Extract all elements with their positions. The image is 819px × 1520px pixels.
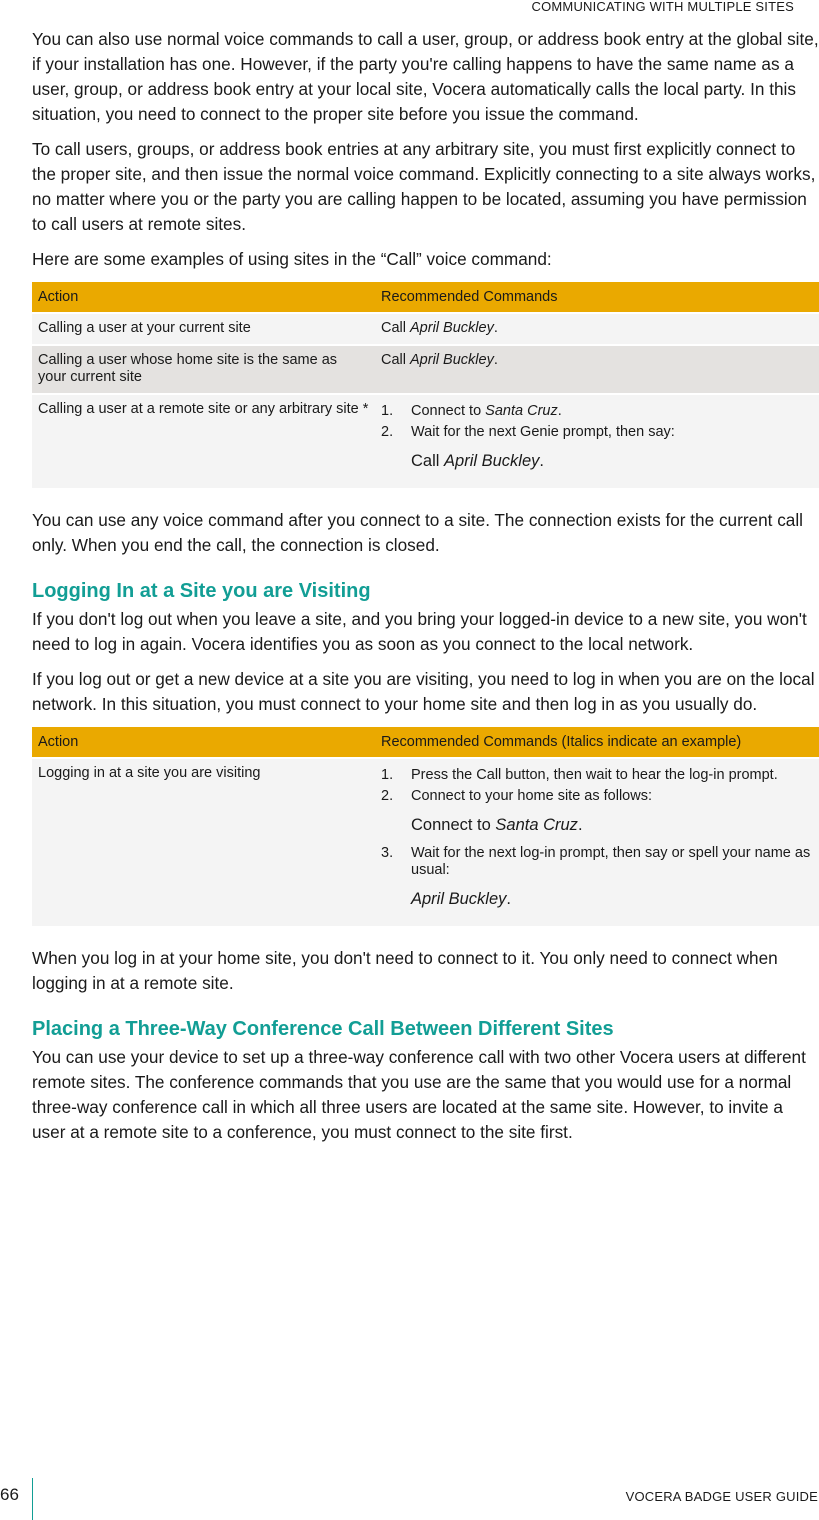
running-header: COMMUNICATING WITH MULTIPLE SITES bbox=[531, 0, 794, 14]
step-text: Wait for the next Genie prompt, then say: bbox=[411, 424, 675, 440]
step-number: 2. bbox=[381, 788, 394, 804]
example-name: April Buckley bbox=[410, 352, 494, 368]
command-prefix: Call bbox=[381, 320, 411, 336]
page-number: 66 bbox=[0, 1485, 19, 1504]
section-heading-logging-in: Logging In at a Site you are Visiting bbox=[32, 580, 371, 602]
connection-note-paragraph: You can use any voice command after you connect to a site. The connection exists for the current call only. When you end the call, the connection is closed. bbox=[32, 510, 804, 555]
example-name: April Buckley bbox=[411, 890, 507, 908]
spoken-command bbox=[381, 889, 813, 909]
step-number: 3. bbox=[381, 845, 394, 861]
action-cell: Calling a user at a remote site or any arbitrary site * bbox=[32, 394, 375, 488]
action-cell: Calling a user at your current site bbox=[32, 313, 375, 345]
conference-call-paragraph: You can use your device to set up a three-way conference call with two other Vocera users at different remote sites. The conference commands that you use are the same that you would use for a normal three-way conference call in which all three users are located at the same site. However, to invite a user at a remote site to a conference, you must connect to the site first. bbox=[32, 1047, 806, 1142]
logging-in-paragraph-2: If you log out or get a new device at a site you are visiting, you need to log in when you are on the local network. In this situation, you must connect to your home site and then log in as you usually do. bbox=[32, 669, 815, 714]
table-row bbox=[32, 758, 819, 926]
step-item bbox=[381, 767, 813, 784]
command-cell bbox=[375, 345, 819, 394]
step-item bbox=[381, 788, 813, 805]
action-cell: Calling a user whose home site is the same as your current site bbox=[32, 345, 375, 394]
action-cell: Logging in at a site you are visiting bbox=[32, 758, 375, 926]
login-commands-table bbox=[32, 727, 819, 926]
step-item bbox=[381, 845, 813, 879]
spoken-command bbox=[381, 451, 813, 471]
home-site-note-paragraph: When you log in at your home site, you don't need to connect to it. You only need to connect when logging in at a remote site. bbox=[32, 948, 778, 993]
column-header-commands: Recommended Commands bbox=[375, 282, 819, 313]
step-text: Connect to your home site as follows: bbox=[411, 788, 652, 804]
table-row bbox=[32, 313, 819, 345]
command-steps bbox=[381, 767, 813, 805]
command-suffix: . bbox=[539, 452, 544, 470]
step-item bbox=[381, 403, 813, 420]
command-suffix: . bbox=[577, 816, 583, 834]
logging-in-paragraph-1: If you don't log out when you leave a site, and you bring your logged-in device to a new site, you won't need to log in again. Vocera identifies you as soon as you connect to the local network. bbox=[32, 609, 807, 654]
command-cell bbox=[375, 313, 819, 345]
command-cell bbox=[375, 394, 819, 488]
example-name: April Buckley bbox=[410, 320, 494, 336]
command-prefix: Call bbox=[381, 352, 411, 368]
page-content bbox=[32, 27, 819, 1155]
step-item bbox=[381, 424, 813, 441]
command-prefix: Call bbox=[411, 452, 445, 470]
section-heading-conference-call: Placing a Three-Way Conference Call Between Different Sites bbox=[32, 1018, 614, 1040]
command-steps bbox=[381, 845, 813, 879]
intro-paragraph-3: Here are some examples of using sites in the “Call” voice command: bbox=[32, 249, 552, 269]
call-examples-table bbox=[32, 282, 819, 488]
step-text: Press the Call button, then wait to hear the log-in prompt. bbox=[411, 767, 778, 783]
command-prefix: Connect to bbox=[411, 816, 496, 834]
example-site: Santa Cruz bbox=[495, 816, 578, 834]
step-number: 1. bbox=[381, 767, 394, 783]
column-header-action: Action bbox=[32, 727, 375, 758]
table-header-row bbox=[32, 282, 819, 313]
intro-paragraph-2: To call users, groups, or address book entries at any arbitrary site, you must first explicitly connect to the proper site, and then issue the normal voice command. Explicitly connecting to a site always works, no matter where you or the party you are calling happen to be located, assuming you have permission to call users at remote sites. bbox=[32, 139, 816, 234]
table-row bbox=[32, 394, 819, 488]
table-header-row bbox=[32, 727, 819, 758]
command-suffix: . bbox=[506, 890, 511, 908]
example-site: Santa Cruz bbox=[485, 403, 558, 419]
step-prefix: Connect to bbox=[411, 403, 486, 419]
table-row bbox=[32, 345, 819, 394]
step-suffix: . bbox=[557, 403, 562, 419]
column-header-action: Action bbox=[32, 282, 375, 313]
spoken-command bbox=[381, 815, 813, 835]
command-suffix: . bbox=[493, 352, 498, 368]
command-suffix: . bbox=[493, 320, 498, 336]
footer-divider bbox=[32, 1478, 33, 1520]
command-cell bbox=[375, 758, 819, 926]
example-name: April Buckley bbox=[444, 452, 540, 470]
step-number: 1. bbox=[381, 403, 394, 419]
intro-paragraph-1: You can also use normal voice commands to call a user, group, or address book entry at the global site, if your installation has one. However, if the party you're calling happens to have the same name as a user, group, or address book entry at your local site, Vocera automatically calls the local party. In this situation, you need to connect to the proper site before you issue the command. bbox=[32, 29, 819, 124]
column-header-commands: Recommended Commands (Italics indicate an example) bbox=[375, 727, 819, 758]
step-number: 2. bbox=[381, 424, 394, 440]
step-text: Wait for the next log-in prompt, then say or spell your name as usual: bbox=[411, 845, 811, 878]
guide-title: VOCERA BADGE USER GUIDE bbox=[625, 1489, 818, 1504]
command-steps bbox=[381, 403, 813, 441]
